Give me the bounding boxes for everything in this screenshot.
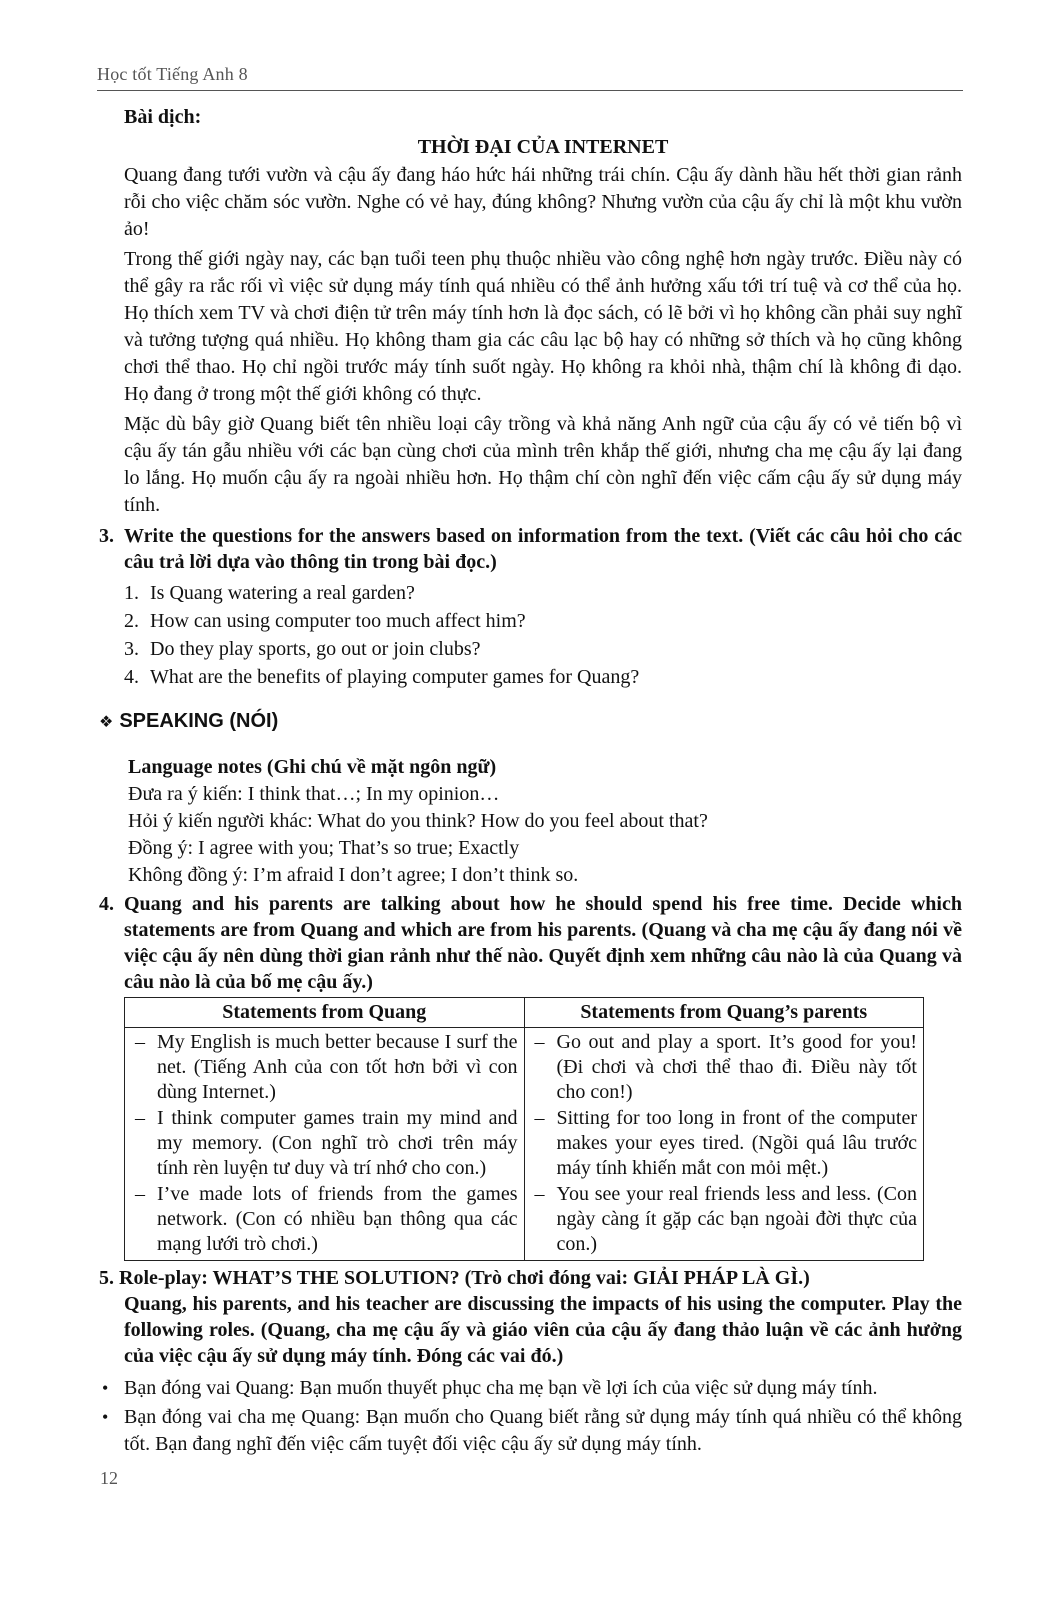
question-5-text: Quang, his parents, and his teacher are discussing the impacts of his using the computer. Play the following roles. (Quang, cha mẹ cậu ấy và giáo viên của cậu ấy đang thảo luận về các ảnh hưởng của việc cậu ấy sử dụng máy tính. Đóng các vai đó.) [124, 1293, 962, 1367]
list-item: 3. Do they play sports, go out or join clubs? [124, 638, 481, 660]
table-header-quang: Statements from Quang [125, 998, 525, 1028]
question-3-answers [124, 579, 962, 691]
content [99, 104, 962, 1460]
role-bullets [100, 1375, 962, 1458]
quang-statements [125, 1028, 525, 1261]
question-5 [99, 1265, 962, 1291]
language-notes-title: Language notes (Ghi chú về mặt ngôn ngữ) [128, 756, 497, 778]
book-title: Học tốt Tiếng Anh 8 [97, 64, 248, 84]
list-item: 4. What are the benefits of playing computer games for Quang? [124, 666, 640, 688]
language-notes [128, 754, 962, 889]
parents-statements [524, 1028, 924, 1261]
translation-paragraph-2: Trong thế giới ngày nay, các bạn tuổi teen phụ thuộc nhiều vào công nghệ hơn ngày trước. Điều này có thể gây ra rắc rối vì việc sử dụng máy tính quá nhiều có thể ảnh hưởng xấu tới trí tuệ và cơ thể của họ. Họ thích xem TV và chơi điện tử trên máy tính hơn là đọc sách, có lẽ bởi vì họ không cần phải suy nghĩ và tưởng tượng quá nhiều. Họ không tham gia các câu lạc bộ hay có những sở thích và họ cũng không chơi thể thao. Họ chỉ ngồi trước máy tính suốt ngày. Họ không ra khỏi nhà, thậm chí là không đi dạo. Họ đang ở trong một thế giới không có thực. [124, 248, 962, 405]
translation-paragraph-3: Mặc dù bây giờ Quang biết tên nhiều loại cây trồng và khả năng Anh ngữ của cậu ấy có vẻ tiến bộ vì cậu ấy tán gẫu nhiều với các bạn cùng chơi của mình trên khắp thế giới, nhưng cha mẹ cậu ấy lại đang lo lắng. Họ muốn cậu ấy ra ngoài nhiều hơn. Họ thậm chí còn nghĩ đến việc cấm cậu ấy sử dụng máy tính. [124, 413, 962, 516]
question-5-title: Role-play: WHAT’S THE SOLUTION? (Trò chơi đóng vai: GIẢI PHÁP LÀ GÌ.) [119, 1267, 810, 1289]
table-row: – My English is much better because I surf the net. (Tiếng Anh của con tốt hơn bởi vì con dùng Internet.) [135, 1031, 518, 1103]
table-row: – Sitting for too long in front of the computer makes your eyes tired. (Ngồi quá lâu trước máy tính khiến mắt con mỏi mệt.) [534, 1107, 917, 1179]
translation-label: Bài dịch: [124, 106, 202, 128]
list-item: 1. Is Quang watering a real garden? [124, 582, 415, 604]
note-line: Không đồng ý: I’m afraid I don’t agree; I don’t think so. [128, 864, 579, 886]
diamond-bullet-icon: ❖ [99, 712, 114, 731]
note-line: Hỏi ý kiến người khác: What do you think? How do you feel about that? [128, 810, 708, 832]
question-4 [99, 891, 962, 995]
table-header-parents: Statements from Quang’s parents [524, 998, 924, 1028]
note-line: Đưa ra ý kiến: I think that…; In my opinion… [128, 783, 500, 805]
question-3-number: 3. [99, 525, 114, 547]
question-5-number: 5. [99, 1267, 114, 1289]
list-item: 2. How can using computer too much affect him? [124, 610, 526, 632]
question-3 [99, 523, 962, 575]
translation-title: THỜI ĐẠI CỦA INTERNET [417, 136, 669, 158]
question-3-text: Write the questions for the answers based on information from the text. (Viết các câu hỏi cho các câu trả lời dựa vào thông tin trong bài đọc.) [124, 525, 962, 573]
page-number: 12 [100, 1468, 118, 1488]
running-header [97, 64, 963, 91]
list-item: • Bạn đóng vai cha mẹ Quang: Bạn muốn cho Quang biết rằng sử dụng máy tính quá nhiều có thể không tốt. Bạn đang nghĩ đến việc cấm tuyệt đối việc cậu ấy sử dụng máy tính. [102, 1406, 962, 1455]
question-4-number: 4. [99, 893, 114, 915]
list-item: • Bạn đóng vai Quang: Bạn muốn thuyết phục cha mẹ bạn về lợi ích của việc sử dụng máy tính. [102, 1377, 878, 1399]
table-row: – You see your real friends less and less. (Con ngày càng ít gặp các bạn ngoài đời thực của con.) [534, 1183, 917, 1255]
speaking-heading: ❖ SPEAKING (NÓI) [99, 710, 279, 732]
note-line: Đồng ý: I agree with you; That’s so true; Exactly [128, 837, 520, 859]
statements-table [124, 997, 924, 1261]
question-4-text: Quang and his parents are talking about how he should spend his free time. Decide which statements are from Quang and which are from his parents. (Quang và cha mẹ cậu ấy đang nói về việc cậu ấy nên dùng thời gian rảnh như thế nào. Quyết định xem những câu nào là của Quang và câu nào là của bố mẹ cậu ấy.) [124, 893, 962, 993]
translation-paragraph-1: Quang đang tưới vườn và cậu ấy đang háo hức hái những trái chín. Cậu ấy dành hầu hết thời gian rảnh rỗi cho việc chăm sóc vườn. Nghe có vẻ hay, đúng không? Nhưng vườn của cậu ấy chỉ là một khu vườn ảo! [124, 164, 962, 240]
table-row: – I think computer games train my mind and my memory. (Con nghĩ trò chơi trên máy tính rèn luyện tư duy và trí nhớ cho con.) [135, 1107, 518, 1179]
table-row: – I’ve made lots of friends from the games network. (Con có nhiều bạn thông qua các mạng lưới trò chơi.) [135, 1183, 518, 1255]
table-row: – Go out and play a sport. It’s good for you! (Đi chơi và chơi thể thao đi. Điều này tốt cho con!) [534, 1031, 917, 1103]
